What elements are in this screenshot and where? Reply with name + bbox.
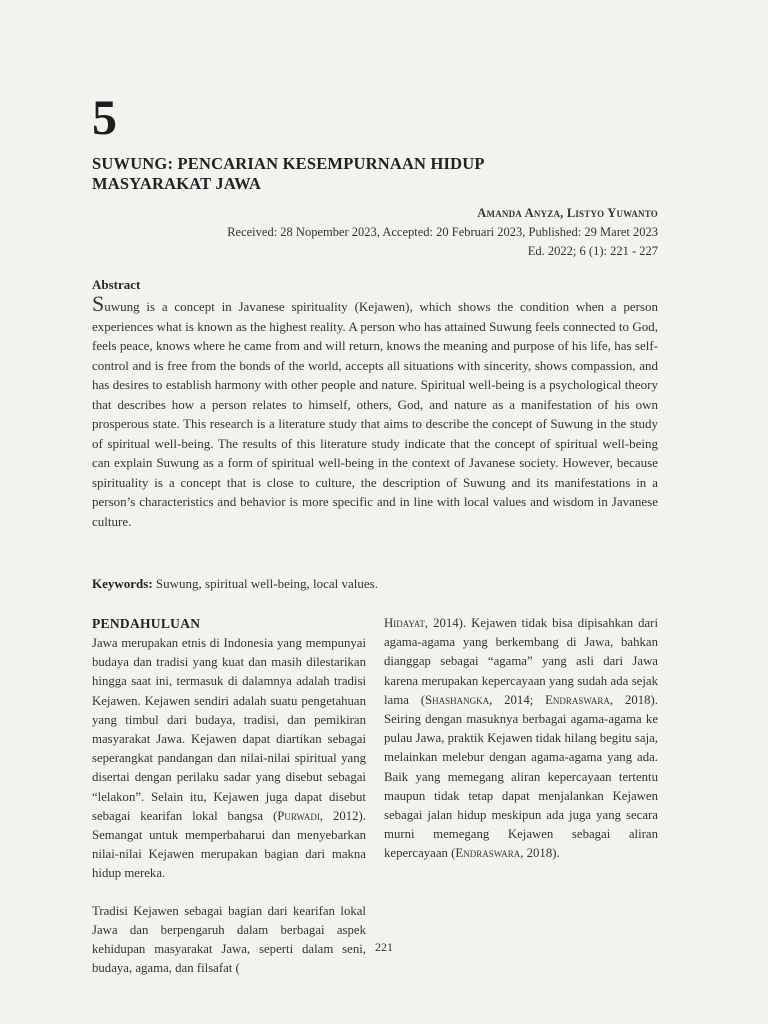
page-number: 221 (375, 940, 393, 954)
right-column (384, 614, 658, 864)
right-text-1: , 2014). Kejawen tidak bisa dipisahkan dari agama-agama yang berkembang di Jawa, bahkan dianggap sebagai “agama” yang asli dari Jawa karena merupakan kepercayaan yang sudah ada sejak lama ( (384, 616, 658, 707)
citation-purwadi: Purwadi (277, 808, 320, 823)
right-text-2: , 2014; (489, 692, 546, 707)
citation-endraswara-1: Endraswara (545, 692, 610, 707)
intro-paragraph-1-text: Jawa merupakan etnis di Indonesia yang mempunyai budaya dan tradisi yang kuat dan masih dilestarikan hingga saat ini, termasuk di dalamnya adalah tradisi Kejawen. Kejawen sendiri adalah suatu pengetahuan yang timbul dari budaya, tradisi, dan pemikiran masyarakat Jawa. Kejawen dapat diartikan sebagai seperangkat pandangan dan nilai-nilai spiritual yang disertai dengan perilaku sadar yang disebut sebagai “lelakon”. Selain itu, Kejawen juga dapat disebut sebagai kearifan lokal bangsa ( (92, 636, 366, 823)
edition-info: Ed. 2022; 6 (1): 221 - 227 (527, 244, 658, 258)
intro-paragraph-2-start: Tradisi Kejawen sebagai bagian dari kearifan lokal Jawa dan berpengaruh dalam berbagai aspek kehidupan masyarakat Jawa, seperti dalam seni, budaya, agama, dan filsafat ( (92, 903, 366, 976)
left-column (92, 614, 366, 978)
chapter-title (92, 154, 592, 194)
authors: Amanda Anyza, Listyo Yuwanto (477, 206, 658, 220)
article-meta (227, 204, 658, 261)
citation-endraswara-2: Endraswara (455, 846, 521, 861)
right-text-4: , 2018). (520, 846, 560, 861)
publication-dates: Received: 28 Nopember 2023, Accepted: 20 Februari 2023, Published: 29 Maret 2023 (227, 225, 658, 239)
intro-paragraph-1 (92, 634, 366, 884)
chapter-number: 5 (92, 89, 117, 145)
citation-shashangka: Shashangka (424, 692, 490, 707)
right-text-3: , 2018). Seiring dengan masuknya berbagai agama-agama ke pulau Jawa, praktik Kejawen tidak hilang begitu saja, melainkan melebur dengan agama-agama yang ada. Baik yang memegang aliran kepercayaan tertentu maupun tidak tetap dapat menjalankan Kejawen sebagai jalan hidup meskipun ada juga yang secara murni memegang Kejawen sebagai aliran kepercayaan ( (384, 692, 658, 861)
intro-paragraph-2-continued (384, 614, 658, 864)
abstract-heading: Abstract (92, 277, 141, 292)
keywords-label: Keywords: (92, 576, 153, 591)
intro-paragraph-1-end: , 2012). Semangat untuk memperbaharui dan menyebarkan nilai-nilai Kejawen merupakan bagian dari makna hidup mereka. (92, 808, 367, 881)
drop-cap: S (92, 291, 105, 316)
section-heading: PENDAHULUAN (92, 616, 201, 631)
abstract-body (92, 291, 658, 531)
chapter-title-line-2: MASYARAKAT JAWA (92, 174, 262, 193)
keywords (92, 576, 378, 592)
citation-hidayat: Hidayat (384, 616, 425, 630)
chapter-title-line-1: SUWUNG: PENCARIAN KESEMPURNAAN HIDUP (92, 154, 485, 173)
abstract-text: uwung is a concept in Javanese spirituality (Kejawen), which shows the condition when a person experiences what is known as the highest reality. A person who has attained Suwung feels connected to God, feels peace, knows where he came from and will return, knows the meaning and purpose of his life, has self-control and is free from the bonds of the world, accepts all situations with sincerity, shows compassion, and has desires to establish harmony with other people and nature. Spiritual well-being is a psychological theory that describes how a person relates to himself, others, God, and nature as a manifestation of his own prosperous state. This research is a literature study that aims to describe the concept of Suwung in the study of spiritual well-being. The results of this literature study indicate that the concept of spiritual well-being can explain Suwung as a form of spiritual well-being in the context of Javanese society. However, because spirituality is a concept that is close to culture, the description of Suwung and its manifestations in a person’s characteristics and behavior is more specific and in line with local values and wisdom in Javanese culture. (92, 299, 658, 529)
keywords-text: Suwung, spiritual well-being, local values. (152, 576, 378, 591)
